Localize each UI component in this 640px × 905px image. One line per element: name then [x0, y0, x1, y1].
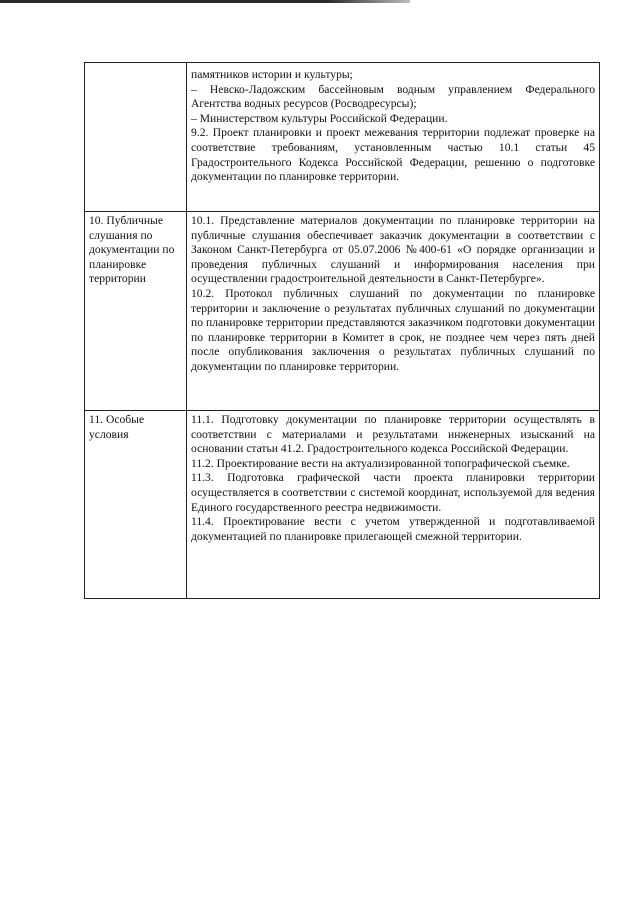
table-row-special-conditions: [85, 411, 600, 599]
paragraph: 11.3. Подготовка графической части проекта планировки территории осуществляется в соответствии с системой координат, используемой для ведения Единого государственного реестра недвижимости.: [191, 471, 595, 514]
table-row-public-hearings: [85, 212, 600, 411]
scan-top-edge: [0, 0, 410, 3]
row-label: [85, 63, 187, 212]
row-content: [187, 212, 600, 411]
row-label: 11. Особые условия: [85, 411, 187, 599]
paragraph: 10.2. Протокол публичных слушаний по документации по планировке территории и заключение о результатах публичных слушаний по документации по планировке территории представляются заказчиком подготовки документации по планировке территории в Комитет в срок, не позднее чем через пять дней после опубликования заключения о результатах публичных слушаний по документации по планировке территории.: [191, 286, 595, 373]
paragraph: 11.1. Подготовку документации по планировке территории осуществлять в соответствии с материалами и результатами инженерных изысканий на основании статьи 41.2. Градостроительного кодекса Российской Федерации.: [191, 413, 595, 456]
paragraph: – Невско-Ладожским бассейновым водным управлением Федерального Агентства водных ресурсов (Росводресурсы);: [191, 82, 595, 111]
paragraph: 11.2. Проектирование вести на актуализированной топографической съемке.: [191, 456, 570, 470]
row-content: [187, 411, 600, 599]
paragraph: 11.4. Проектирование вести с учетом утвержденной и подготавливаемой документацией по планировке прилегающей смежной территории.: [191, 515, 595, 543]
row-label: 10. Публичные слушания по документации по планировке территории: [85, 212, 187, 411]
paragraph: 9.2. Проект планировки и проект межевания территории подлежат проверке на соответствие требованиям, установленным частью 10.1 статьи 45 Градостроительного Кодекса Российской Федерации, решению о подготовке документации по планировке территории.: [191, 126, 595, 184]
terms-table: [84, 62, 600, 599]
paragraph: – Министерством культуры Российской Федерации.: [191, 111, 448, 125]
row-content: [187, 63, 600, 212]
paragraph: памятников истории и культуры;: [191, 68, 353, 81]
table-row-continuation: [85, 63, 600, 212]
paragraph: 10.1. Представление материалов документации по планировке территории на публичные слушания обеспечивает заказчик документации в соответствии с Законом Санкт-Петербурга от 05.07.2006 №400-61 «О порядке организации и проведения публичных слушаний и информирования населения при осуществлении градостроительной деятельности в Санкт-Петербурге».: [191, 214, 595, 286]
